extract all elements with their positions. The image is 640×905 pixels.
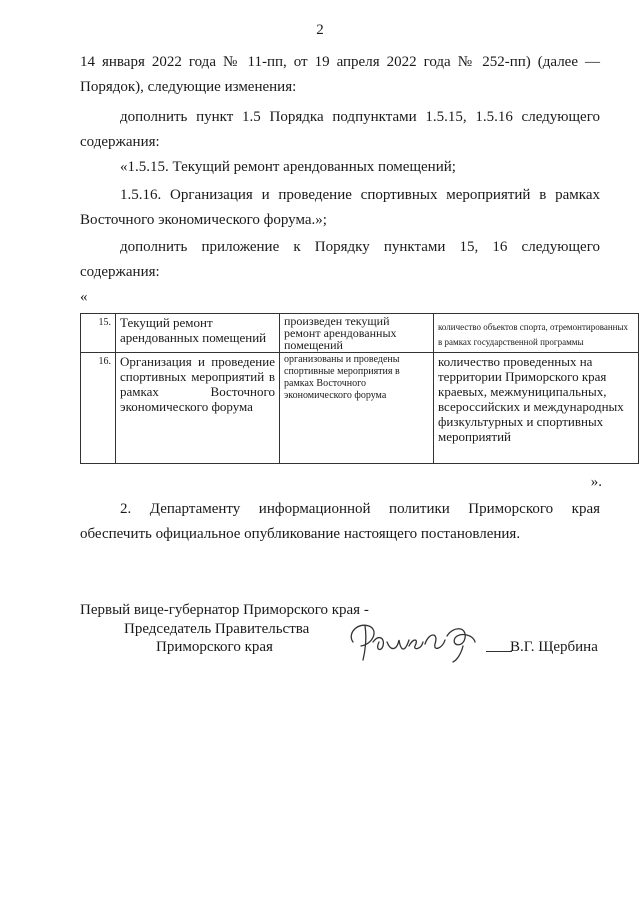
point-2-line-1: 2. Департаменту информационной политики Приморского края xyxy=(120,501,600,517)
subpoint-1-5-16 xyxy=(80,183,600,233)
point-2-line-2: обеспечить официальное опубликование настоящего постановления. xyxy=(80,526,521,542)
opening-quote: « xyxy=(80,289,88,305)
activity-result: организованы и проведены спортивные мероприятия в рамках Восточного экономического форума xyxy=(280,353,434,464)
activity-result: произведен текущий ремонт арендованных помещений xyxy=(280,314,434,353)
subpoint-1-5-16-line-1: 1.5.16. Организация и проведение спортивных мероприятий в рамках xyxy=(120,187,600,203)
signatory-position-line-2: Председатель Правительства xyxy=(124,621,310,637)
row-number: 15. xyxy=(81,314,116,353)
signatory-name: В.Г. Щербина xyxy=(510,639,598,655)
amendment-2-paragraph xyxy=(80,235,600,285)
subpoint-1-5-15-text: «1.5.15. Текущий ремонт арендованных помещений; xyxy=(120,159,456,175)
table-row xyxy=(81,314,639,353)
intro-line-1: 14 января 2022 года № 11-пп, от 19 апреля 2022 года № 252-пп) (далее — xyxy=(80,54,600,70)
point-2-paragraph xyxy=(80,497,600,547)
amendment-2-line-1: дополнить приложение к Порядку пунктами 15, 16 следующего xyxy=(120,239,600,255)
handwritten-signature xyxy=(343,612,493,664)
activity-name: Организация и проведение спортивных мероприятий в рамках Восточного экономического форума xyxy=(116,353,280,464)
signatory-position-line-1: Первый вице-губернатор Приморского края - xyxy=(80,602,369,618)
activity-name: Текущий ремонт арендованных помещений xyxy=(116,314,280,353)
activity-indicator: количество проведенных на территории Приморского края краевых, межмуниципальных, всероссийских и международных физкультурных и спортивных мероприятий xyxy=(434,353,639,464)
row-number: 16. xyxy=(81,353,116,464)
intro-paragraph xyxy=(80,50,600,100)
page-number: 2 xyxy=(316,22,324,38)
closing-quote: ». xyxy=(590,474,602,490)
amendment-1-line-2: содержания: xyxy=(80,134,160,150)
signatory-position-line-3: Приморского края xyxy=(156,639,273,655)
amendment-1-line-1: дополнить пункт 1.5 Порядка подпунктами 1.5.15, 1.5.16 следующего xyxy=(120,109,600,125)
activity-indicator: количество объектов спорта, отремонтированных в рамках государственной программы xyxy=(434,314,639,353)
signature-dash xyxy=(486,651,512,652)
subpoint-1-5-16-line-2: Восточного экономического форума.»; xyxy=(80,212,327,228)
table-row xyxy=(81,353,639,464)
appendix-table xyxy=(80,313,639,464)
amendment-1-paragraph xyxy=(80,105,600,155)
intro-line-2: Порядок), следующие изменения: xyxy=(80,79,297,95)
subpoint-1-5-15 xyxy=(80,155,600,180)
amendment-2-line-2: содержания: xyxy=(80,264,160,280)
